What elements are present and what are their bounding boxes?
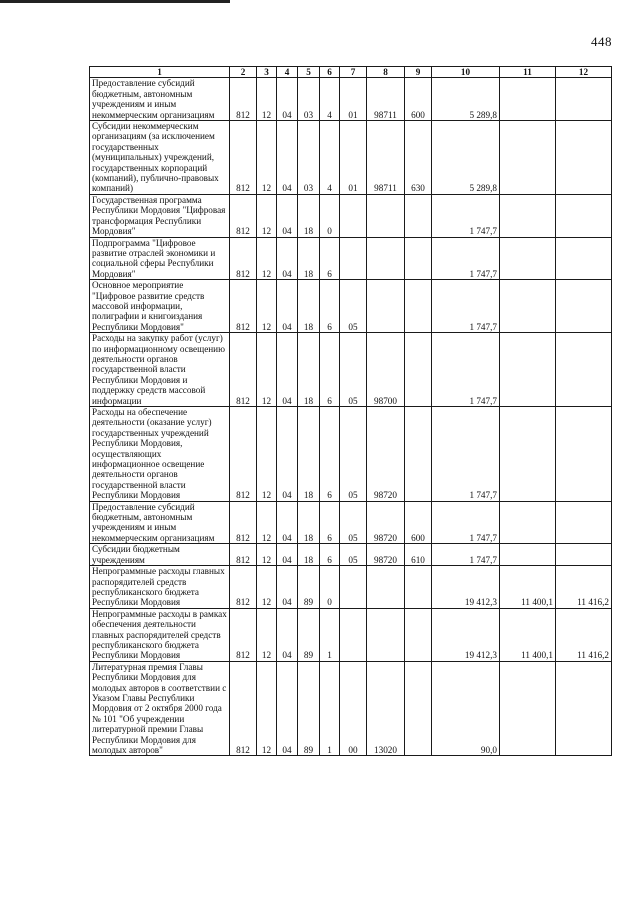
cell-subprogram: 0: [320, 566, 340, 609]
cell-direction: [367, 237, 405, 280]
cell-amount-3: 11 416,2: [556, 608, 612, 661]
cell-direction: [367, 194, 405, 237]
cell-expense-type: [405, 280, 432, 333]
cell-name: Непрограммные расходы главных распорядителей средств республиканского бюджета Республики Мордовия: [90, 566, 230, 609]
cell-event: [340, 194, 367, 237]
cell-ministry: 812: [230, 566, 257, 609]
cell-ministry: 812: [230, 280, 257, 333]
cell-program: 18: [298, 407, 320, 502]
cell-subsection: 04: [277, 661, 298, 756]
cell-section: 12: [257, 566, 277, 609]
cell-subprogram: 4: [320, 121, 340, 195]
col-header: 9: [405, 67, 432, 78]
cell-ministry: 812: [230, 608, 257, 661]
cell-expense-type: [405, 566, 432, 609]
cell-amount-2: [500, 280, 556, 333]
cell-event: [340, 566, 367, 609]
cell-section: 12: [257, 78, 277, 121]
cell-name: Предоставление субсидий бюджетным, автономным учреждениям и иным некоммерческим организациям: [90, 501, 230, 544]
cell-amount-1: 1 747,7: [432, 501, 500, 544]
cell-subprogram: 6: [320, 280, 340, 333]
cell-ministry: 812: [230, 501, 257, 544]
cell-direction: 13020: [367, 661, 405, 756]
cell-amount-2: [500, 501, 556, 544]
cell-amount-3: [556, 280, 612, 333]
cell-subprogram: 6: [320, 501, 340, 544]
cell-amount-1: 1 747,7: [432, 544, 500, 566]
cell-section: 12: [257, 661, 277, 756]
cell-amount-1: 19 412,3: [432, 608, 500, 661]
cell-amount-1: 1 747,7: [432, 280, 500, 333]
cell-section: 12: [257, 333, 277, 407]
cell-amount-3: [556, 78, 612, 121]
cell-amount-2: [500, 333, 556, 407]
cell-subprogram: 6: [320, 407, 340, 502]
cell-subsection: 04: [277, 566, 298, 609]
cell-name: Субсидии бюджетным учреждениям: [90, 544, 230, 566]
cell-amount-1: 90,0: [432, 661, 500, 756]
cell-name: Расходы на обеспечение деятельности (оказание услуг) государственных учреждений Республики Мордовия, осуществляющих информационное освещение деятельности органов государственной власти Республики Мордовия: [90, 407, 230, 502]
cell-subsection: 04: [277, 333, 298, 407]
cell-direction: 98720: [367, 407, 405, 502]
cell-name: Основное мероприятие "Цифровое развитие средств массовой информации, полиграфии и книгоиздания Республики Мордовия": [90, 280, 230, 333]
cell-program: 89: [298, 661, 320, 756]
cell-amount-1: 1 747,7: [432, 194, 500, 237]
cell-amount-2: [500, 661, 556, 756]
cell-amount-1: 1 747,7: [432, 237, 500, 280]
col-header: 11: [500, 67, 556, 78]
cell-name: Литературная премия Главы Республики Мордовия для молодых авторов в соответствии с Указом Главы Республики Мордовия от 2 октября 2000 года № 101 "Об учреждении литературной премии Главы Республики Мордовия для молодых авторов": [90, 661, 230, 756]
cell-subsection: 04: [277, 608, 298, 661]
cell-direction: 98700: [367, 333, 405, 407]
col-header: 5: [298, 67, 320, 78]
cell-subprogram: 1: [320, 661, 340, 756]
cell-ministry: 812: [230, 78, 257, 121]
table-row: [90, 566, 612, 609]
cell-section: 12: [257, 237, 277, 280]
cell-amount-3: 11 416,2: [556, 566, 612, 609]
cell-amount-1: 1 747,7: [432, 333, 500, 407]
cell-amount-2: 11 400,1: [500, 608, 556, 661]
cell-subprogram: 6: [320, 544, 340, 566]
col-header: 2: [230, 67, 257, 78]
col-header: 1: [90, 67, 230, 78]
cell-amount-3: [556, 544, 612, 566]
table-row: [90, 608, 612, 661]
table-row: [90, 237, 612, 280]
cell-expense-type: 610: [405, 544, 432, 566]
cell-program: 03: [298, 121, 320, 195]
cell-subsection: 04: [277, 501, 298, 544]
cell-expense-type: [405, 194, 432, 237]
col-header: 3: [257, 67, 277, 78]
cell-expense-type: 600: [405, 78, 432, 121]
cell-program: 89: [298, 566, 320, 609]
cell-section: 12: [257, 608, 277, 661]
cell-amount-2: [500, 544, 556, 566]
table-row: [90, 407, 612, 502]
cell-name: Подпрограмма "Цифровое развитие отраслей экономики и социальной сферы Республики Мордовия": [90, 237, 230, 280]
cell-ministry: 812: [230, 661, 257, 756]
table-row: [90, 333, 612, 407]
cell-amount-3: [556, 237, 612, 280]
cell-program: 18: [298, 501, 320, 544]
cell-direction: [367, 608, 405, 661]
budget-table: [89, 66, 612, 756]
cell-section: 12: [257, 194, 277, 237]
table-row: [90, 78, 612, 121]
cell-ministry: 812: [230, 544, 257, 566]
cell-amount-3: [556, 407, 612, 502]
cell-amount-3: [556, 501, 612, 544]
cell-amount-2: [500, 121, 556, 195]
cell-amount-3: [556, 121, 612, 195]
cell-name: Государственная программа Республики Мордовия "Цифровая трансформация Республики Мордовия": [90, 194, 230, 237]
cell-subprogram: 1: [320, 608, 340, 661]
cell-amount-1: 1 747,7: [432, 407, 500, 502]
cell-event: 01: [340, 78, 367, 121]
cell-ministry: 812: [230, 237, 257, 280]
cell-amount-2: [500, 78, 556, 121]
cell-amount-1: 5 289,8: [432, 121, 500, 195]
cell-section: 12: [257, 501, 277, 544]
cell-event: 00: [340, 661, 367, 756]
table-row: [90, 280, 612, 333]
cell-event: [340, 608, 367, 661]
cell-name: Непрограммные расходы в рамках обеспечения деятельности главных распорядителей средств республиканского бюджета Республики Мордовия: [90, 608, 230, 661]
cell-expense-type: 600: [405, 501, 432, 544]
cell-name: Предоставление субсидий бюджетным, автономным учреждениям и иным некоммерческим организациям: [90, 78, 230, 121]
cell-subsection: 04: [277, 78, 298, 121]
cell-subprogram: 6: [320, 333, 340, 407]
cell-subprogram: 6: [320, 237, 340, 280]
cell-name: Расходы на закупку работ (услуг) по информационному освещению деятельности органов государственной власти Республики Мордовия и поддержку средств массовой информации: [90, 333, 230, 407]
cell-program: 89: [298, 608, 320, 661]
top-rule: [0, 0, 230, 3]
cell-direction: [367, 280, 405, 333]
col-header: 7: [340, 67, 367, 78]
cell-amount-2: [500, 237, 556, 280]
table-row: [90, 501, 612, 544]
cell-direction: 98720: [367, 544, 405, 566]
cell-event: [340, 237, 367, 280]
cell-ministry: 812: [230, 194, 257, 237]
cell-expense-type: [405, 608, 432, 661]
cell-program: 03: [298, 78, 320, 121]
cell-subsection: 04: [277, 194, 298, 237]
col-header: 4: [277, 67, 298, 78]
cell-direction: 98711: [367, 78, 405, 121]
cell-section: 12: [257, 544, 277, 566]
cell-subsection: 04: [277, 544, 298, 566]
cell-subprogram: 0: [320, 194, 340, 237]
col-header: 6: [320, 67, 340, 78]
table-header-row: [90, 67, 612, 78]
cell-amount-2: [500, 194, 556, 237]
table-row: [90, 194, 612, 237]
cell-subsection: 04: [277, 280, 298, 333]
cell-section: 12: [257, 280, 277, 333]
cell-subsection: 04: [277, 121, 298, 195]
cell-expense-type: [405, 661, 432, 756]
cell-program: 18: [298, 194, 320, 237]
cell-section: 12: [257, 407, 277, 502]
cell-subsection: 04: [277, 237, 298, 280]
cell-expense-type: [405, 333, 432, 407]
cell-direction: [367, 566, 405, 609]
cell-event: 05: [340, 544, 367, 566]
cell-ministry: 812: [230, 121, 257, 195]
cell-event: 05: [340, 333, 367, 407]
cell-program: 18: [298, 280, 320, 333]
col-header: 12: [556, 67, 612, 78]
cell-amount-3: [556, 333, 612, 407]
col-header: 8: [367, 67, 405, 78]
cell-expense-type: [405, 407, 432, 502]
cell-name: Субсидии некоммерческим организациям (за исключением государственных (муниципальных) учреждений, государственных корпораций (компаний), публично-правовых компаний): [90, 121, 230, 195]
cell-expense-type: [405, 237, 432, 280]
cell-subprogram: 4: [320, 78, 340, 121]
cell-subsection: 04: [277, 407, 298, 502]
cell-section: 12: [257, 121, 277, 195]
cell-amount-1: 19 412,3: [432, 566, 500, 609]
cell-event: 01: [340, 121, 367, 195]
table-row: [90, 661, 612, 756]
cell-amount-2: [500, 407, 556, 502]
cell-expense-type: 630: [405, 121, 432, 195]
cell-ministry: 812: [230, 407, 257, 502]
cell-amount-1: 5 289,8: [432, 78, 500, 121]
col-header: 10: [432, 67, 500, 78]
cell-amount-3: [556, 661, 612, 756]
cell-program: 18: [298, 333, 320, 407]
cell-amount-2: 11 400,1: [500, 566, 556, 609]
cell-amount-3: [556, 194, 612, 237]
cell-direction: 98720: [367, 501, 405, 544]
cell-event: 05: [340, 501, 367, 544]
cell-program: 18: [298, 237, 320, 280]
page-number: 448: [591, 34, 612, 49]
cell-program: 18: [298, 544, 320, 566]
cell-event: 05: [340, 280, 367, 333]
cell-direction: 98711: [367, 121, 405, 195]
table-row: [90, 121, 612, 195]
table-row: [90, 544, 612, 566]
cell-event: 05: [340, 407, 367, 502]
cell-ministry: 812: [230, 333, 257, 407]
